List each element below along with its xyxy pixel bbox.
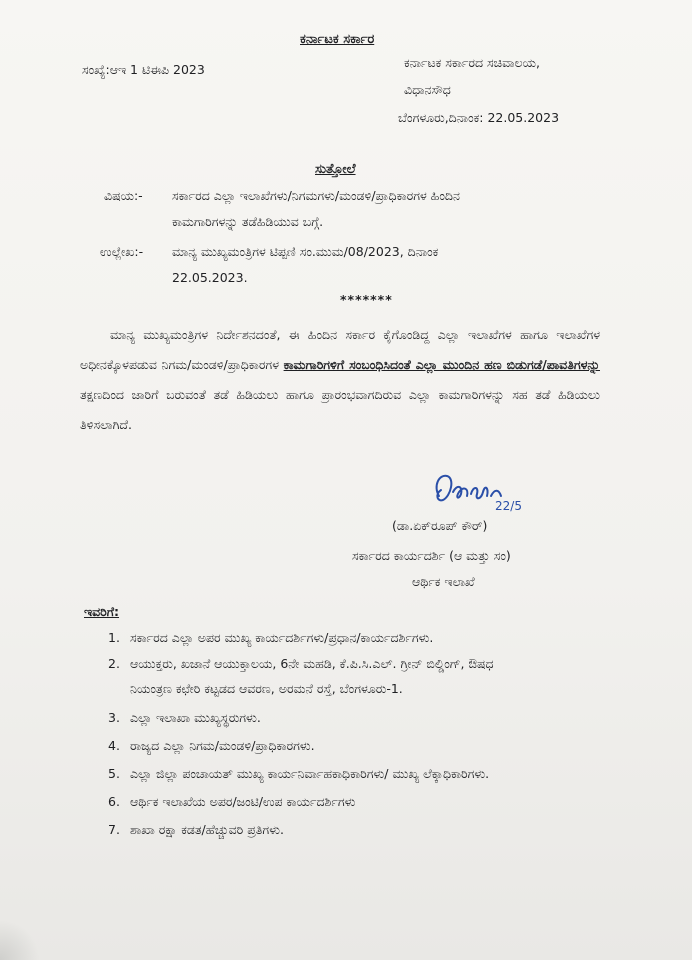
- signatory-name: (ಡಾ.ಏಕ್‌ರೂಪ್ ಕೌರ್): [392, 518, 488, 533]
- office-address-line-1: ಕರ್ನಾಟಕ ಸರ್ಕಾರದ ಸಚಿವಾಲಯ,: [404, 55, 540, 70]
- body-text-part-1: ಮಾನ್ಯ ಮುಖ್ಯಮಂತ್ರಿಗಳ ನಿರ್ದೇಶನದಂತೆ, ಈ ಹಿಂದಿನ ಸರ್ಕಾರ ಕೈಗೊಂಡಿದ್ದ ಎಲ್ಲಾ ಇಲಾಖೆಗಳ ಹಾಗೂ ಇಲಾಖೆಗಳ ಅಧೀನಕ್ಕೊಳಪಡುವ ನಿಗಮ/ಮಂಡಳಿ/ಪ್ರಾಧಿಕಾರಗಳ: [80, 327, 600, 372]
- list-item-number: 7.: [108, 822, 120, 837]
- document-type-heading: ಸುತ್ತೋಲೆ: [315, 162, 356, 177]
- list-item-text: ರಾಜ್ಯದ ಎಲ್ಲಾ ನಿಗಮ/ಮಂಡಳಿ/ಪ್ರಾಧಿಕಾರಗಳು.: [130, 738, 315, 753]
- list-item-text: ಸರ್ಕಾರದ ಎಲ್ಲಾ ಅಪರ ಮುಖ್ಯ ಕಾರ್ಯದರ್ಶಿಗಳು/ಪ್ರಧಾನ/ಕಾರ್ಯದರ್ಶಿಗಳು.: [130, 630, 434, 645]
- subject-line-2: ಕಾಮಗಾರಿಗಳನ್ನು ತಡೆಹಿಡಿಯುವ ಬಗ್ಗೆ.: [172, 214, 324, 229]
- list-item-number: 3.: [108, 710, 120, 725]
- list-item-text: ಆರ್ಥಿಕ ಇಲಾಖೆಯ ಅಪರ/ಜಂಟಿ/ಉಪ ಕಾರ್ಯದರ್ಶಿಗಳು: [130, 794, 356, 809]
- recipients-list: [108, 630, 628, 850]
- place-date: ಬೆಂಗಳೂರು,ದಿನಾಂಕ: 22.05.2023: [398, 110, 560, 125]
- list-item: [108, 766, 628, 794]
- list-item: [108, 656, 628, 710]
- circular-body: [80, 320, 600, 440]
- list-item: [108, 630, 628, 656]
- government-title: ಕರ್ನಾಟಕ ಸರ್ಕಾರ: [300, 32, 375, 47]
- subject-label: ವಿಷಯ:-: [104, 188, 143, 203]
- list-item: [108, 738, 628, 766]
- list-item-number: 1.: [108, 630, 120, 645]
- reference-label: ಉಲ್ಲೇಖ:-: [100, 244, 144, 259]
- reference-number: ಸಂಖ್ಯೆ:ಆಇ 1 ಟಿಈಪಿ 2023: [82, 62, 205, 77]
- recipients-label: ಇವರಿಗೆ:: [84, 604, 120, 619]
- list-item-text: ಶಾಖಾ ರಕ್ಷಾ ಕಡತ/ಹೆಚ್ಚುವರಿ ಪ್ರತಿಗಳು.: [130, 822, 284, 837]
- signatory-designation: ಸರ್ಕಾರದ ಕಾರ್ಯದರ್ಶಿ (ಆ ಮತ್ತು ಸಂ): [352, 548, 511, 563]
- reference-line-1: ಮಾನ್ಯ ಮುಖ್ಯಮಂತ್ರಿಗಳ ಟಿಪ್ಪಣಿ ಸಂ.ಮುಮ/08/2023, ದಿನಾಂಕ: [172, 244, 439, 259]
- signature-date-note: 22/5: [495, 499, 522, 513]
- list-item: [108, 710, 628, 738]
- body-text-part-2: ತಕ್ಷಣದಿಂದ ಜಾರಿಗೆ ಬರುವಂತೆ ತಡೆ ಹಿಡಿಯಲು ಹಾಗೂ ಪ್ರಾರಂಭವಾಗದಿರುವ ಎಲ್ಲಾ ಕಾಮಗಾರಿಗಳನ್ನು ಸಹ ತಡೆ ಹಿಡಿಯಲು ತಿಳಿಸಲಾಗಿದೆ.: [80, 387, 600, 432]
- list-item-text: ಆಯುಕ್ತರು, ಖಜಾನೆ ಆಯುಕ್ತಾಲಯ, 6ನೇ ಮಹಡಿ, ಕೆ.ಪಿ.ಸಿ.ಎಲ್. ಗ್ರೀನ್ ಬಿಲ್ಡಿಂಗ್, ಔಷಧ: [130, 656, 494, 671]
- signatory-department: ಆರ್ಥಿಕ ಇಲಾಖೆ: [412, 574, 475, 589]
- reference-line-2: 22.05.2023.: [172, 270, 248, 285]
- subject-line-1: ಸರ್ಕಾರದ ಎಲ್ಲಾ ಇಲಾಖೆಗಳು/ನಿಗಮಗಳು/ಮಂಡಳಿ/ಪ್ರಾಧಿಕಾರಗಳ ಹಿಂದಿನ: [172, 188, 460, 203]
- list-item: [108, 794, 628, 822]
- office-address-line-2: ವಿಧಾನಸೌಧ: [404, 82, 451, 97]
- list-item-number: 4.: [108, 738, 120, 753]
- list-item-number: 6.: [108, 794, 120, 809]
- list-item-number: 5.: [108, 766, 120, 781]
- body-highlight: ಕಾಮಗಾರಿಗಳಿಗೆ ಸಂಬಂಧಿಸಿದಂತೆ ಎಲ್ಲಾ ಮುಂದಿನ ಹಣ ಬಿಡುಗಡೆ/ಪಾವತಿಗಳನ್ನು: [283, 357, 600, 372]
- list-item-number: 2.: [108, 656, 120, 671]
- list-item-text-continued: ನಿಯಂತ್ರಣ ಕಛೇರಿ ಕಟ್ಟಡದ ಆವರಣ, ಅರಮನೆ ರಸ್ತೆ, ಬೆಂಗಳೂರು-1.: [130, 681, 403, 696]
- handwritten-signature: [425, 466, 555, 526]
- list-item: [108, 822, 628, 850]
- list-item-text: ಎಲ್ಲಾ ಜಿಲ್ಲಾ ಪಂಚಾಯತ್ ಮುಖ್ಯ ಕಾರ್ಯನಿರ್ವಾಹಕಾಧಿಕಾರಿಗಳು/ ಮುಖ್ಯ ಲೆಕ್ಕಾಧಿಕಾರಿಗಳು.: [130, 766, 490, 781]
- list-item-text: ಎಲ್ಲಾ ಇಲಾಖಾ ಮುಖ್ಯಸ್ಥರುಗಳು.: [130, 710, 261, 725]
- page-corner-shadow: [0, 920, 40, 960]
- separator-stars: *******: [340, 292, 393, 307]
